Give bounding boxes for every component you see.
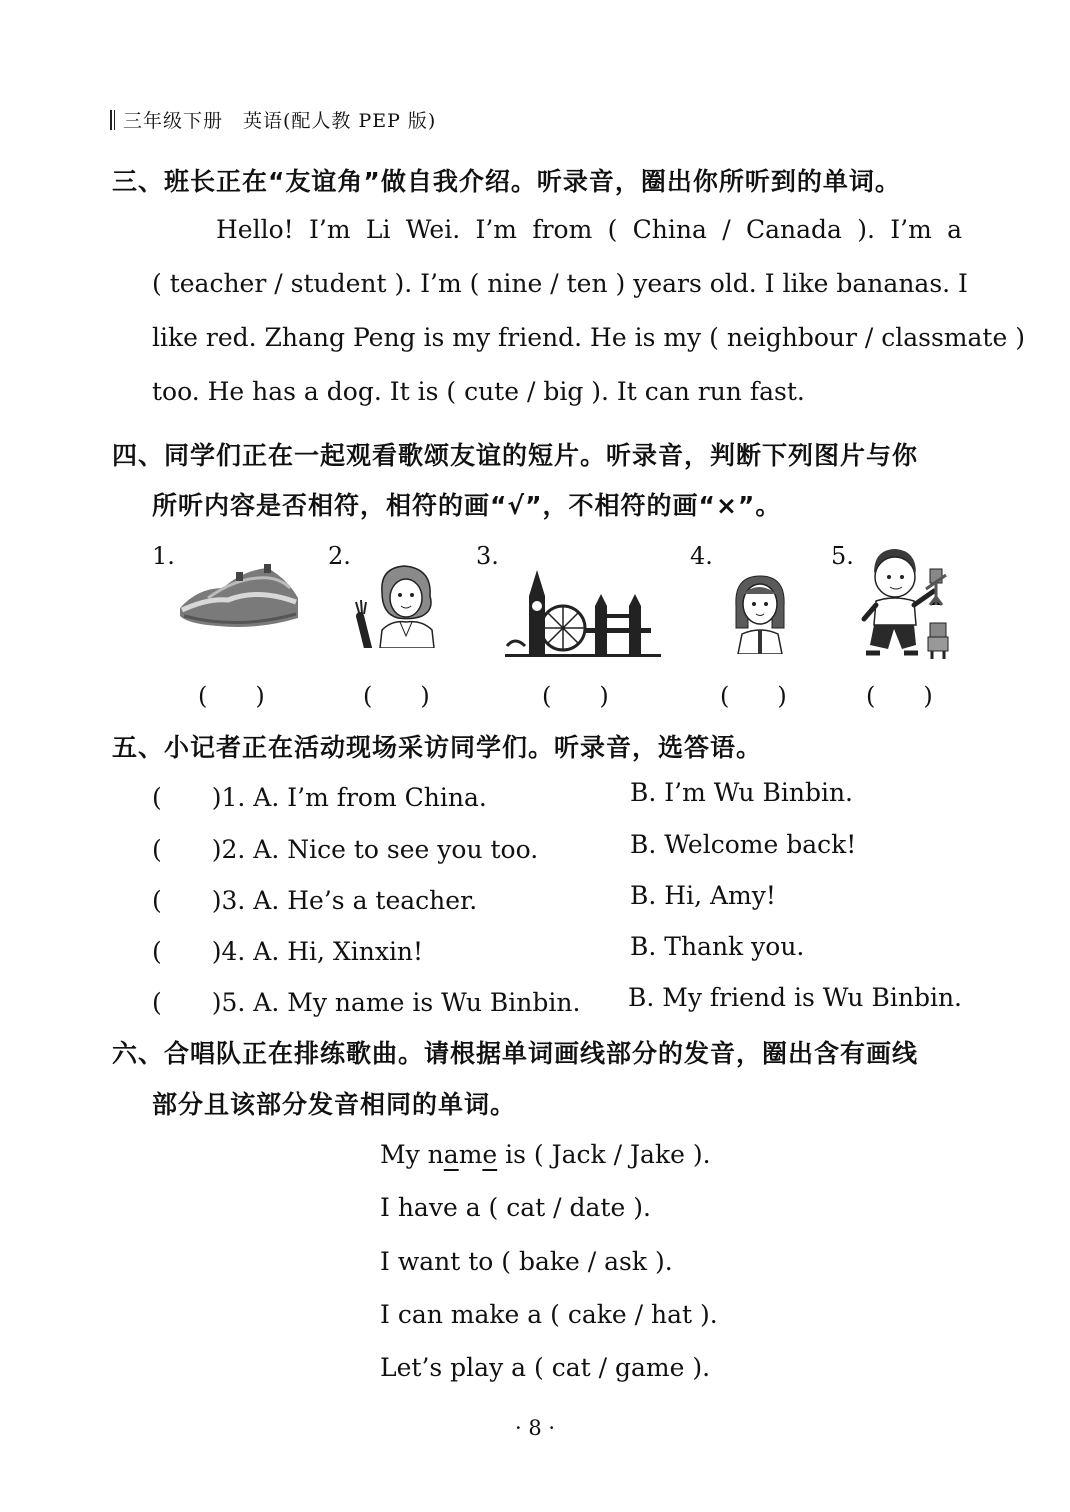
answer-paren[interactable]: ( ) bbox=[720, 682, 787, 710]
question-option-b: B. Thank you. bbox=[630, 932, 805, 961]
song-text: m bbox=[458, 1140, 483, 1169]
underlined-letter: e bbox=[482, 1140, 498, 1169]
question-option-a: ( )5. A. My name is Wu Binbin. bbox=[152, 988, 581, 1017]
section-4-title-line2: 所听内容是否相符，相符的画“√”，不相符的画“×”。 bbox=[152, 491, 782, 520]
question-option-a: ( )3. A. He’s a teacher. bbox=[152, 886, 478, 915]
song-line: I have a ( cat / date ). bbox=[380, 1193, 651, 1222]
answer-paren[interactable]: ( ) bbox=[198, 682, 265, 710]
girl-icon bbox=[728, 572, 792, 654]
song-line: I want to ( bake / ask ). bbox=[380, 1247, 673, 1276]
section-6-title-line2: 部分且该部分发音相同的单词。 bbox=[152, 1090, 517, 1119]
section-3-title: 三、班长正在“友谊角”做自我介绍。听录音，圈出你所听到的单词。 bbox=[112, 167, 901, 196]
item-number: 5. bbox=[831, 542, 854, 570]
item-number: 1. bbox=[152, 542, 175, 570]
answer-paren[interactable]: ( ) bbox=[866, 682, 933, 710]
question-option-b: B. Hi, Amy! bbox=[630, 881, 776, 910]
question-option-b: B. I’m Wu Binbin. bbox=[630, 778, 853, 807]
question-option-a: ( )4. A. Hi, Xinxin! bbox=[152, 937, 424, 966]
underlined-letter: a bbox=[443, 1140, 459, 1169]
song-text: My n bbox=[380, 1140, 444, 1169]
page-header bbox=[110, 106, 436, 133]
passage-line: too. He has a dog. It is ( cute / big ). It can run fast. bbox=[152, 377, 805, 406]
song-line: Let’s play a ( cat / game ). bbox=[380, 1353, 711, 1382]
song-line bbox=[380, 1140, 711, 1169]
great-wall-icon bbox=[178, 558, 300, 630]
woman-waving-icon bbox=[352, 562, 448, 648]
item-number: 3. bbox=[476, 542, 499, 570]
page-number: · 8 · bbox=[514, 1416, 556, 1440]
london-landmarks-icon bbox=[505, 566, 661, 658]
section-6-title-line1: 六、合唱队正在排练歌曲。请根据单词画线部分的发音，圈出含有画线 bbox=[112, 1039, 919, 1068]
section-4-title-line1: 四、同学们正在一起观看歌颂友谊的短片。听录音，判断下列图片与你 bbox=[112, 441, 919, 470]
song-text: is ( Jack / Jake ). bbox=[497, 1140, 711, 1169]
answer-paren[interactable]: ( ) bbox=[542, 682, 609, 710]
header-text: 三年级下册 英语(配人教 PEP 版) bbox=[123, 110, 437, 132]
answer-paren[interactable]: ( ) bbox=[363, 682, 430, 710]
passage-line: Hello! I’m Li Wei. I’m from ( China / Canada ). I’m a bbox=[216, 215, 962, 244]
item-number: 2. bbox=[328, 542, 351, 570]
header-bar bbox=[110, 110, 115, 130]
question-option-a: ( )2. A. Nice to see you too. bbox=[152, 835, 539, 864]
song-line: I can make a ( cake / hat ). bbox=[380, 1300, 718, 1329]
passage-line: like red. Zhang Peng is my friend. He is my ( neighbour / classmate ) bbox=[152, 323, 1025, 352]
passage-line: ( teacher / student ). I’m ( nine / ten ) years old. I like bananas. I bbox=[152, 269, 968, 298]
boy-with-robots-icon bbox=[860, 545, 956, 661]
item-number: 4. bbox=[690, 542, 713, 570]
question-option-b: B. My friend is Wu Binbin. bbox=[628, 983, 962, 1012]
question-option-a: ( )1. A. I’m from China. bbox=[152, 783, 487, 812]
section-5-title: 五、小记者正在活动现场采访同学们。听录音，选答语。 bbox=[112, 733, 763, 762]
question-option-b: B. Welcome back! bbox=[630, 830, 857, 859]
